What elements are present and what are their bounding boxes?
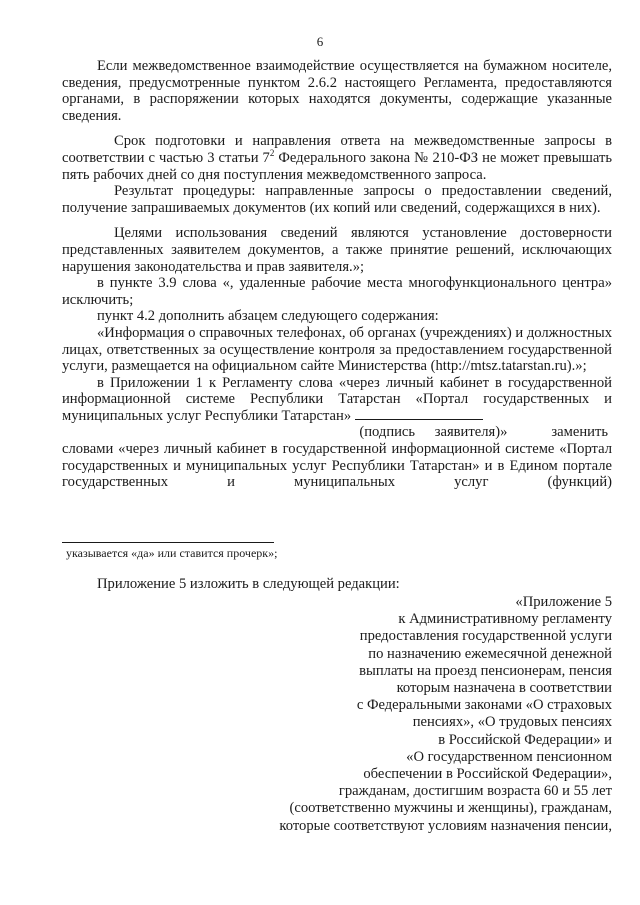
appendix-header-line: с Федеральными законами «О страховых	[356, 697, 612, 714]
appendix-header-line: выплаты на проезд пенсионерам, пенсия	[359, 662, 612, 679]
appendix-header-line: которые соответствуют условиям назначения пенсии,	[279, 817, 612, 834]
appendix-header-line: по назначению ежемесячной денежной	[368, 645, 612, 662]
signature-blank	[355, 408, 483, 420]
appendix-header-line: предоставления государственной услуги	[359, 628, 612, 645]
paragraph-info-phones: «Информация о справочных телефонах, об органах (учреждениях) и должностных лицах, ответственных за осуществление контроля за предоставлением государственной услуги, размещается на официальном сайте Министерства (http://mtsz.tatarstan.ru).»;	[62, 324, 612, 375]
appendix-header-line: к Административному регламенту	[398, 611, 612, 628]
paragraph-replacement-words: словами «через личный кабинет в государственной информационной системе «Портал государственных и муниципальных услуг Республики Татарстан» и в Едином портале государственных и муниципальных услуг (функций)	[62, 441, 612, 491]
paragraph-clause-3-9: в пункте 3.9 слова «, удаленные рабочие места многофункционального центра» исключить;	[62, 275, 612, 308]
footnote: указывается «да» или ставится прочерк»;	[66, 546, 278, 560]
replace-word: заменить	[551, 424, 608, 441]
appendix-header-line: «О государственном пенсионном	[406, 748, 612, 765]
document-body	[62, 58, 612, 491]
appendix-1-text: в Приложении 1 к Регламенту слова «через личный кабинет в государственной информационной системе Республики Татарстан «Портал государственных и муниципальных услуг Республики Татарстан»	[62, 374, 612, 424]
paragraph-appendix-1	[62, 375, 612, 425]
appendix-header-line: обеспечении в Российской Федерации»,	[363, 766, 612, 783]
paragraph-procedure-result: Результат процедуры: направленные запросы о предоставлении сведений, получение запрашиваемых документов (их копий или сведений, содержащихся в них).	[62, 183, 612, 216]
page-number: 6	[316, 34, 324, 49]
footnote-separator	[62, 542, 274, 543]
appendix-5-header	[220, 594, 612, 835]
signature-caption-line	[62, 424, 612, 441]
appendix-header-line: пенсиях», «О трудовых пенсиях	[412, 714, 612, 731]
appendix-5-intro: Приложение 5 изложить в следующей редакции:	[97, 576, 400, 592]
appendix-header-line: которым назначена в соответствии	[396, 680, 612, 697]
paragraph-clause-4-2: пункт 4.2 дополнить абзацем следующего содержания:	[97, 308, 439, 325]
appendix-header-line: «Приложение 5	[515, 594, 612, 610]
deadline-text-start: Срок подготовки и направления ответа на межведомственные запросы в соответствии с частью 3 статьи 7	[62, 133, 612, 166]
appendix-header-line: гражданам, достигшим возраста 60 и 55 лет	[338, 783, 612, 800]
deadline-text-end: Федерального закона № 210-ФЗ не может превышать пять рабочих дней со дня поступления межведомственного запроса.	[62, 149, 612, 183]
signature-caption: (подпись заявителя)»	[359, 424, 508, 441]
appendix-header-line: в Российской Федерации» и	[438, 731, 612, 748]
paragraph-response-deadline	[62, 133, 612, 183]
paragraph-usage-goals: Целями использования сведений являются установление достоверности представленных заявителем документов, а также принятие решений, исключающих нарушения законодательства и прав заявителя.»;	[62, 225, 612, 275]
article-superscript: 2	[269, 148, 275, 159]
paragraph-interagency-paper: Если межведомственное взаимодействие осуществляется на бумажном носителе, сведения, предусмотренные пунктом 2.6.2 настоящего Регламента, предоставляются органами, в распоряжении которых находятся документы, содержащие указанные сведения.	[62, 58, 612, 124]
appendix-header-line: (соответственно мужчины и женщины), гражданам,	[289, 800, 612, 817]
